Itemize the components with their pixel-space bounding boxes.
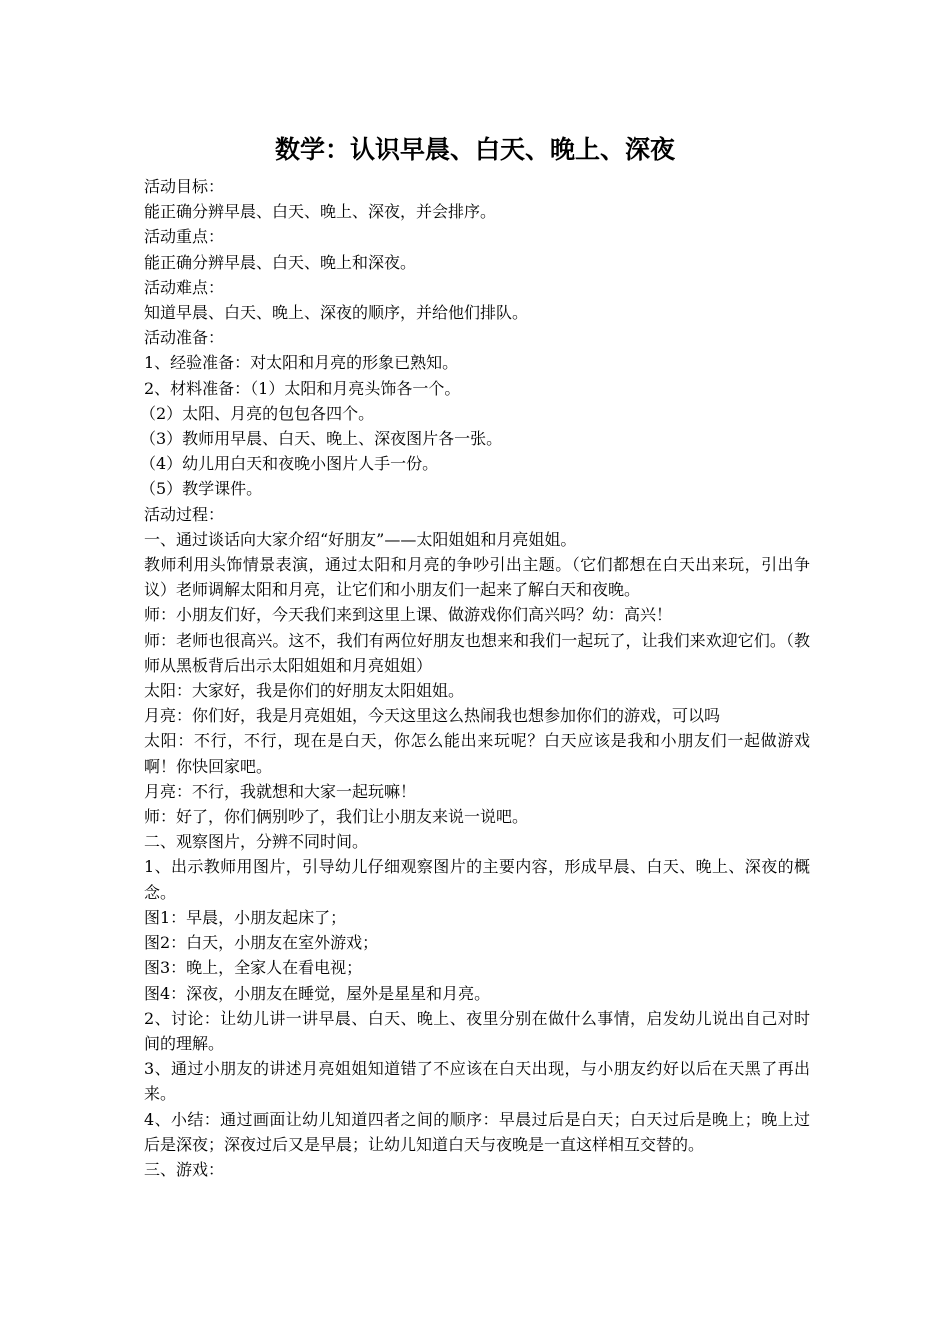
- document-title: 数学：认识早晨、白天、晚上、深夜: [274, 135, 675, 164]
- dialogue-line: 师：好了，你们俩别吵了，我们让小朋友来说一说吧。: [144, 807, 529, 827]
- paragraph: 知道早晨、白天、晚上、深夜的顺序，并给他们排队。: [144, 303, 529, 323]
- section-heading: 二、观察图片，分辨不同时间。: [144, 832, 369, 852]
- dialogue-line: 月亮：不行，我就想和大家一起玩嘛！: [144, 781, 417, 801]
- list-item: 3、通过小朋友的讲述月亮姐姐知道错了不应该在白天出现，与小朋友约好以后在天黑了再出来。: [144, 1059, 810, 1104]
- list-item: 1、经验准备：对太阳和月亮的形象已熟知。: [144, 353, 459, 373]
- list-item: （3）教师用早晨、白天、晚上、深夜图片各一张。: [140, 429, 503, 449]
- heading-difficulty: 活动难点：: [144, 277, 225, 297]
- list-item: 图2：白天，小朋友在室外游戏；: [144, 933, 379, 953]
- list-item: （5）教学课件。: [140, 479, 263, 499]
- list-item: 图1：早晨，小朋友起床了；: [144, 907, 347, 927]
- dialogue-line: 太阳：大家好，我是你们的好朋友太阳姐姐。: [144, 681, 465, 701]
- heading-process: 活动过程：: [144, 504, 225, 524]
- heading-goal: 活动目标：: [144, 177, 225, 196]
- list-item: 图4：深夜，小朋友在睡觉，屋外是星星和月亮。: [144, 983, 491, 1003]
- heading-key-point: 活动重点：: [144, 227, 225, 247]
- paragraph: 能正确分辨早晨、白天、晚上和深夜。: [144, 252, 417, 272]
- list-item: 图3：晚上，全家人在看电视；: [144, 958, 363, 978]
- dialogue-line: 师：老师也很高兴。这不，我们有两位好朋友也想来和我们一起玩了，让我们来欢迎它们。（教师从黑板背后出示太阳姐姐和月亮姐姐）: [144, 630, 810, 675]
- list-item: 4、小结：通过画面让幼儿知道四者之间的顺序：早晨过后是白天；白天过后是晚上；晚上过后是深夜；深夜过后又是早晨；让幼儿知道白天与夜晚是一直这样相互交替的。: [144, 1109, 810, 1154]
- document-body: [140, 174, 810, 1182]
- paragraph: 能正确分辨早晨、白天、晚上、深夜，并会排序。: [144, 202, 497, 222]
- dialogue-line: 太阳：不行，不行，现在是白天，你怎么能出来玩呢？白天应该是我和小朋友们一起做游戏啊！你快回家吧。: [144, 731, 810, 776]
- dialogue-line: 月亮：你们好，我是月亮姐姐，今天这里这么热闹我也想参加你们的游戏，可以吗: [144, 706, 721, 726]
- dialogue-line: 师：小朋友们好，今天我们来到这里上课、做游戏你们高兴吗？幼：高兴！: [144, 605, 673, 625]
- paragraph: 教师利用头饰情景表演，通过太阳和月亮的争吵引出主题。（它们都想在白天出来玩，引出争议）老师调解太阳和月亮，让它们和小朋友们一起来了解白天和夜晚。: [144, 555, 810, 600]
- section-heading: 一、通过谈话向大家介绍“好朋友”——太阳姐姐和月亮姐姐。: [144, 529, 577, 549]
- list-item: 2、讨论：让幼儿讲一讲早晨、白天、晚上、夜里分别在做什么事情，启发幼儿说出自己对时间的理解。: [144, 1008, 810, 1053]
- list-item: （2）太阳、月亮的包包各四个。: [140, 403, 375, 423]
- list-item: （4）幼儿用白天和夜晚小图片人手一份。: [140, 454, 439, 474]
- heading-preparation: 活动准备：: [144, 328, 225, 348]
- list-item: 2、材料准备：（1）太阳和月亮头饰各一个。: [144, 378, 461, 398]
- list-item: 1、出示教师用图片，引导幼儿仔细观察图片的主要内容，形成早晨、白天、晚上、深夜的概念。: [144, 857, 810, 902]
- section-heading: 三、游戏：: [144, 1159, 225, 1179]
